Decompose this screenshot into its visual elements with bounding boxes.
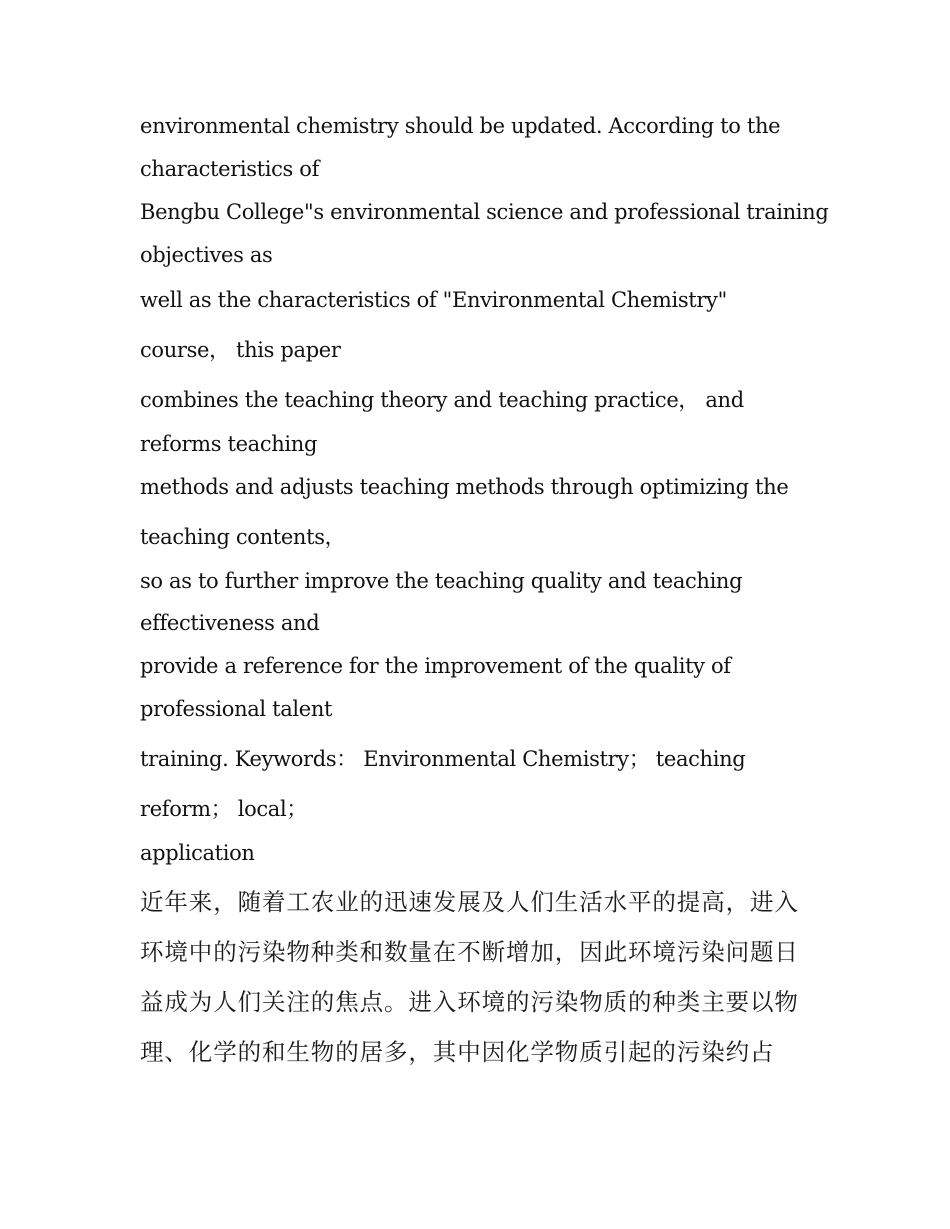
- abstract-line: teaching contents，: [140, 525, 346, 549]
- abstract-line: Bengbu College"s environmental science and professional training: [140, 200, 829, 224]
- abstract-line: provide a reference for the improvement of the quality of: [140, 654, 731, 678]
- keywords-line: training. Keywords： Environmental Chemistry； teaching: [140, 747, 746, 771]
- body-text-line-zh: 益成为人们关注的焦点。进入环境的污染物质的种类主要以物: [140, 988, 799, 1016]
- keywords-line: application: [140, 841, 255, 865]
- abstract-line: objectives as: [140, 243, 273, 267]
- abstract-line: reforms teaching: [140, 432, 318, 456]
- abstract-line: course， this paper: [140, 338, 341, 362]
- abstract-line: so as to further improve the teaching quality and teaching: [140, 569, 743, 593]
- body-text-line-zh: 环境中的污染物种类和数量在不断增加，因此环境污染问题日: [140, 938, 799, 966]
- abstract-line: combines the teaching theory and teaching practice， and: [140, 388, 744, 412]
- body-text-line-zh: 理、化学的和生物的居多，其中因化学物质引起的污染约占: [140, 1038, 775, 1066]
- body-text-line-zh: 近年来，随着工农业的迅速发展及人们生活水平的提高，进入: [140, 888, 799, 916]
- abstract-line: professional talent: [140, 697, 333, 721]
- abstract-line: characteristics of: [140, 157, 320, 181]
- abstract-line: effectiveness and: [140, 611, 320, 635]
- abstract-line: environmental chemistry should be updated. According to the: [140, 114, 781, 138]
- keywords-line: reform； local；: [140, 797, 307, 821]
- abstract-line: well as the characteristics of "Environmental Chemistry": [140, 288, 727, 312]
- abstract-line: methods and adjusts teaching methods through optimizing the: [140, 475, 789, 499]
